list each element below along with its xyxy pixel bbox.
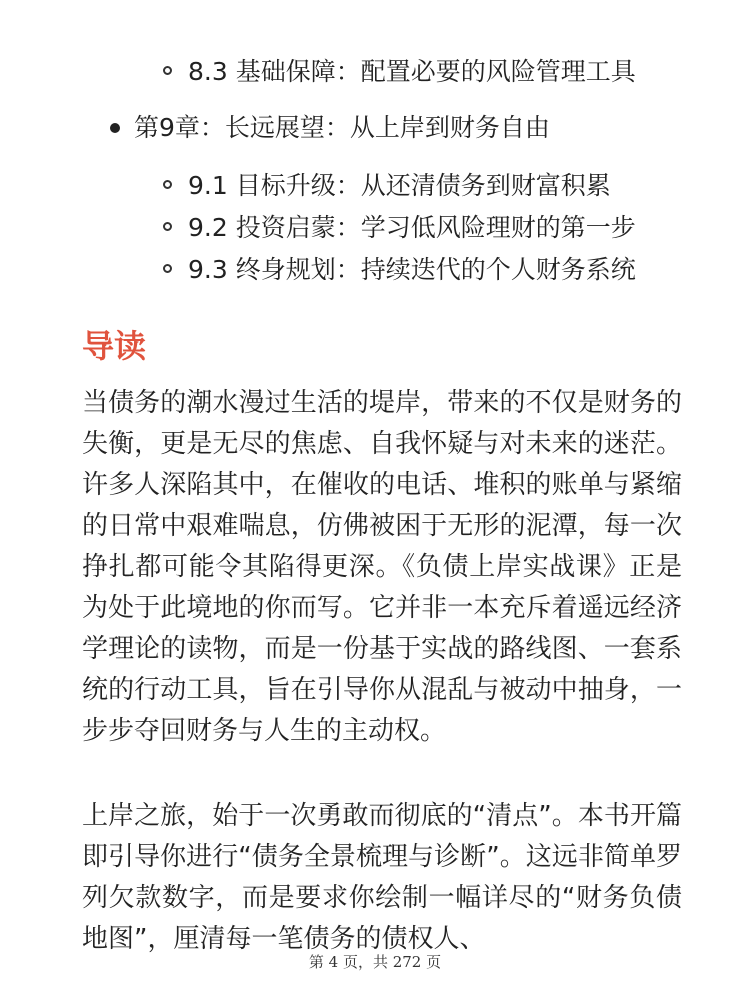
body-paragraph: 当债务的潮水漫过生活的堤岸，带来的不仅是财务的失衡，更是无尽的焦虑、自我怀疑与对未来的迷茫。许多人深陷其中，在催收的电话、堆积的账单与紧缩的日常中艰难喘息，仿佛被困于无形的泥潭，每一次挣扎都可能令其陷得更深。《负债上岸实战课》正是为处于此境地的你而写。它并非一本充斥着遥远经济学理论的读物，而是一份基于实战的路线图、一套系统的行动工具，旨在引导你从混乱与被动中抽身，一步步夺回财务与人生的主动权。 — [82, 388, 682, 746]
toc-chapter-9[interactable] — [134, 108, 550, 148]
hollow-bullet-icon — [163, 222, 172, 231]
toc-subitem-label: 9.2 投资启蒙：学习低风险理财的第一步 — [188, 213, 636, 242]
hollow-bullet-icon — [163, 66, 172, 75]
toc-subitem-9-3[interactable] — [188, 250, 636, 290]
toc-subitem-label: 8.3 基础保障：配置必要的风险管理工具 — [188, 57, 636, 86]
toc-subitem-9-1[interactable] — [188, 166, 611, 206]
toc-subitem-label: 9.3 终身规划：持续迭代的个人财务系统 — [188, 255, 636, 284]
body-paragraph: 上岸之旅，始于一次勇敢而彻底的“清点”。本书开篇即引导你进行“债务全景梳理与诊断”。这远非简单罗列欠款数字，而是要求你绘制一幅详尽的“财务负债地图”，厘清每一笔债务的债权人、 — [82, 801, 682, 954]
hollow-bullet-icon — [163, 180, 172, 189]
toc-subitem-9-2[interactable] — [188, 208, 636, 248]
section-heading: 导读 — [82, 327, 147, 365]
hollow-bullet-icon — [163, 264, 172, 273]
filled-bullet-icon — [110, 123, 120, 133]
toc-chapter-label: 第9章：长远展望：从上岸到财务自由 — [134, 113, 550, 142]
toc-subitem-label: 9.1 目标升级：从还清债务到财富积累 — [188, 171, 611, 200]
toc-subitem-8-3[interactable] — [188, 52, 636, 92]
page-number-footer: 第 4 页，共 272 页 — [308, 953, 442, 971]
